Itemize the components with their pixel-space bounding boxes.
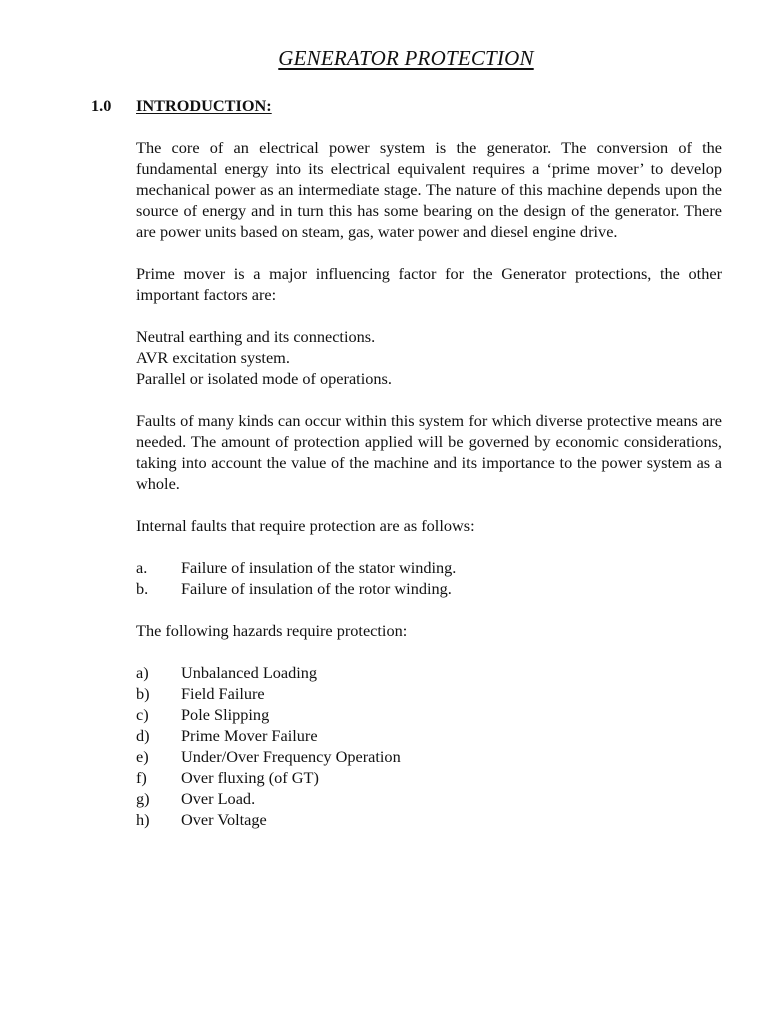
list-item xyxy=(136,683,722,704)
list-marker: e) xyxy=(136,747,149,766)
list-marker: b) xyxy=(136,684,150,703)
list-marker: f) xyxy=(136,768,147,787)
section-number: 1.0 xyxy=(91,96,112,115)
paragraph-intro: The core of an electrical power system is the generator. The conversion of the fundamental energy into its electrical equivalent requires a ‘prime mover’ to develop mechanical power as an intermediate stage. The nature of this machine depends upon the source of energy and in turn this has some bearing on the design of the generator. There are power units based on steam, gas, water power and diesel engine drive. xyxy=(136,138,722,241)
list-item-text: Failure of insulation of the stator winding. xyxy=(181,558,457,577)
list-item-text: Under/Over Frequency Operation xyxy=(181,747,401,766)
hazards-list xyxy=(136,662,722,830)
list-item-text: Failure of insulation of the rotor winding. xyxy=(181,579,452,598)
list-marker: c) xyxy=(136,705,149,724)
factor-item: AVR excitation system. xyxy=(136,348,290,367)
list-marker: a. xyxy=(136,558,148,577)
list-item xyxy=(136,788,722,809)
document-title: GENERATOR PROTECTION xyxy=(278,46,534,70)
paragraph-faults: Faults of many kinds can occur within this system for which diverse protective means are needed. The amount of protection applied will be governed by economic considerations, taking into account the value of the machine and its importance to the power system as a whole. xyxy=(136,411,722,493)
factor-item: Neutral earthing and its connections. xyxy=(136,327,376,346)
list-item-text: Unbalanced Loading xyxy=(181,663,318,682)
list-item xyxy=(136,725,722,746)
list-item xyxy=(136,557,722,578)
list-marker: b. xyxy=(136,579,149,598)
document-body xyxy=(136,137,722,830)
list-item-text: Field Failure xyxy=(181,684,265,703)
paragraph-hazards: The following hazards require protection: xyxy=(136,621,408,640)
section-title: INTRODUCTION: xyxy=(136,96,272,115)
list-marker: a) xyxy=(136,663,149,682)
list-item xyxy=(136,809,722,830)
list-marker: g) xyxy=(136,789,150,808)
internal-faults-list xyxy=(136,557,722,599)
list-item-text: Over fluxing (of GT) xyxy=(181,768,319,787)
list-item xyxy=(136,767,722,788)
list-item-text: Over Voltage xyxy=(181,810,267,829)
paragraph-internal-faults: Internal faults that require protection are as follows: xyxy=(136,516,475,535)
factor-item: Parallel or isolated mode of operations. xyxy=(136,369,392,388)
factors-list xyxy=(136,326,722,389)
list-item-text: Pole Slipping xyxy=(181,705,270,724)
paragraph-prime-mover: Prime mover is a major influencing factor for the Generator protections, the other important factors are: xyxy=(136,264,722,304)
list-item-text: Over Load. xyxy=(181,789,256,808)
list-item xyxy=(136,746,722,767)
list-marker: h) xyxy=(136,810,150,829)
list-item-text: Prime Mover Failure xyxy=(181,726,318,745)
list-item xyxy=(136,704,722,725)
list-marker: d) xyxy=(136,726,150,745)
list-item xyxy=(136,662,722,683)
list-item xyxy=(136,578,722,599)
